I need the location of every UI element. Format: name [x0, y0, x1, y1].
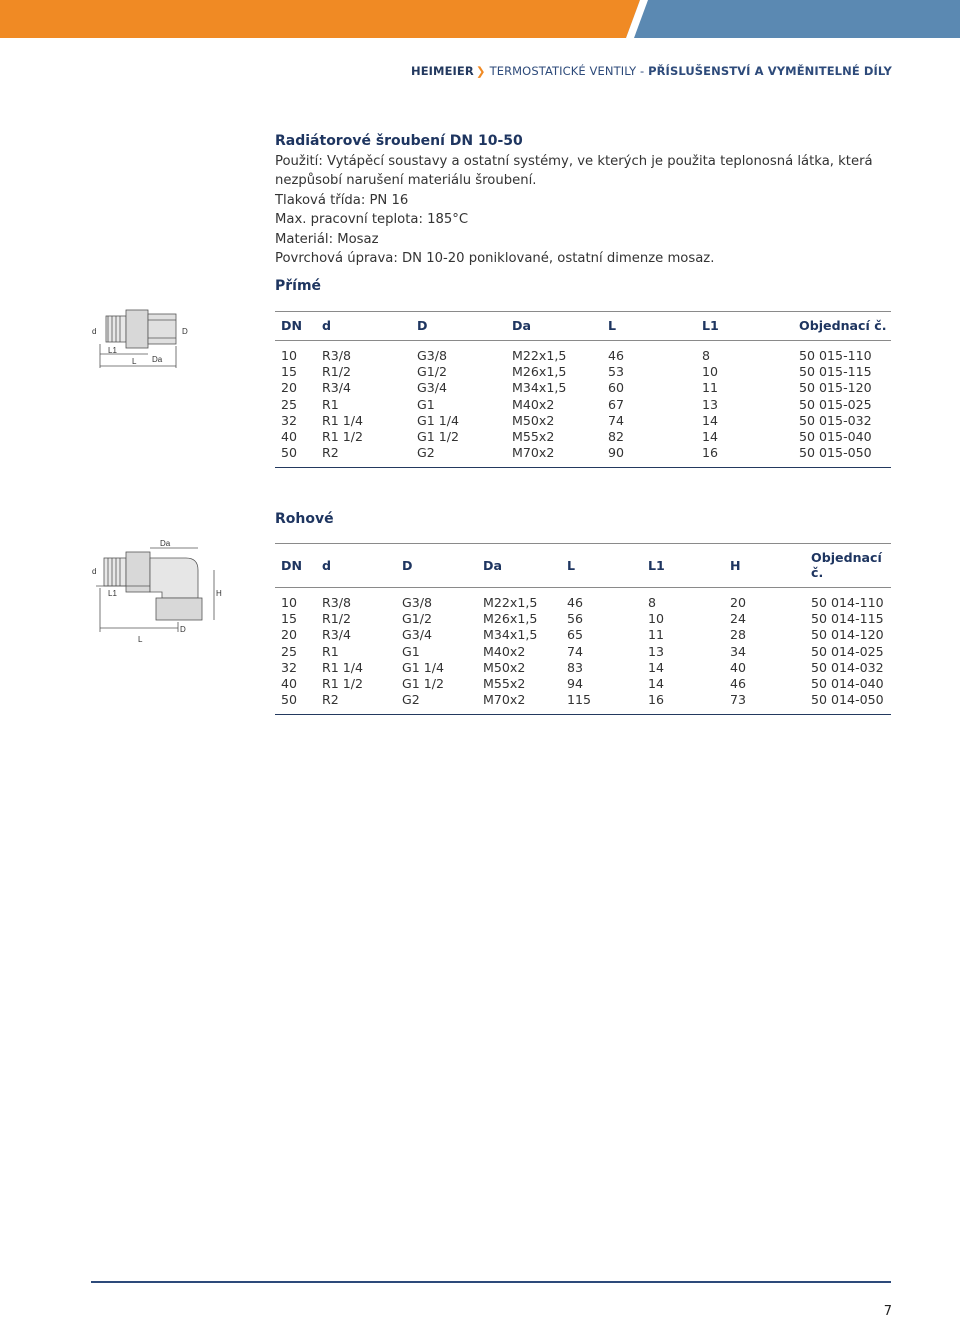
- header-D: D: [396, 544, 477, 588]
- table-cell: 50 014-050: [805, 692, 891, 715]
- table-cell: G1/2: [417, 364, 448, 380]
- table-cell: R1: [322, 643, 339, 659]
- table-cell: M40x2: [512, 396, 555, 412]
- table-row: [275, 660, 891, 676]
- header-l: L: [602, 312, 696, 341]
- table-cell: R1 1/2: [322, 676, 364, 692]
- diagram-label-D: D: [180, 625, 186, 634]
- table-header-row: [275, 312, 891, 341]
- table-cell: 74: [567, 643, 584, 659]
- straight-section-title: Přímé: [275, 278, 322, 294]
- header-da: Da: [506, 312, 602, 341]
- table-cell: 15: [281, 611, 298, 627]
- description-line: Max. pracovní teplota: 185°C: [275, 212, 469, 228]
- table-cell: 25: [281, 396, 298, 412]
- table-cell: G1 1/4: [417, 412, 460, 428]
- table-cell: G3/8: [417, 348, 448, 363]
- diagram-label-Da: Da: [152, 355, 163, 364]
- table-cell: 73: [724, 692, 805, 715]
- table-cell: 15: [281, 364, 298, 380]
- table-cell: 10: [648, 611, 665, 627]
- header-dn: DN: [275, 312, 316, 341]
- header-da: Da: [477, 544, 561, 588]
- table-row: [275, 676, 891, 692]
- table-cell: 50 014-025: [811, 643, 884, 659]
- table-cell: M26x1,5: [483, 611, 538, 627]
- table-cell: 20: [730, 595, 747, 610]
- table-cell: G2: [396, 692, 477, 715]
- table-row: [275, 429, 891, 445]
- table-cell: 56: [567, 611, 584, 627]
- table-cell: 90: [602, 445, 696, 468]
- table-cell: R2: [316, 692, 396, 715]
- table-cell: 20: [281, 380, 298, 396]
- table-cell: 34: [730, 643, 747, 659]
- table-cell: G1 1/4: [402, 659, 445, 675]
- chevron-icon: ❯: [475, 64, 486, 78]
- table-row: [275, 692, 891, 715]
- table-cell: M55x2: [512, 429, 555, 445]
- table-cell: 94: [567, 676, 584, 692]
- table-cell: R1 1/4: [322, 412, 364, 428]
- straight-table-body: [275, 341, 891, 468]
- table-cell: 46: [608, 348, 625, 363]
- page-header: [411, 64, 892, 78]
- header-order-no: Objednací č.: [793, 312, 891, 341]
- table-cell: 40: [281, 429, 298, 445]
- diagram-label-L: L: [138, 635, 143, 644]
- diagram-label-D: D: [182, 327, 188, 336]
- straight-fitting-diagram: [86, 304, 206, 374]
- table-cell: 10: [281, 348, 298, 363]
- header-D: D: [411, 312, 506, 341]
- table-cell: 82: [608, 429, 625, 445]
- table-cell: M50x2: [512, 412, 555, 428]
- table-cell: 16: [696, 445, 793, 468]
- table-cell: 40: [281, 676, 298, 692]
- table-cell: 50 014-110: [811, 595, 884, 610]
- header-l1: L1: [696, 312, 793, 341]
- table-cell: 83: [567, 659, 584, 675]
- table-cell: R3/4: [322, 627, 352, 643]
- table-cell: 10: [702, 364, 719, 380]
- table-cell: M70x2: [477, 692, 561, 715]
- table-cell: M40x2: [483, 643, 526, 659]
- header-l: L: [561, 544, 642, 588]
- table-cell: 50 015-110: [799, 348, 872, 363]
- table-row: [275, 611, 891, 627]
- table-cell: 50 015-040: [799, 429, 872, 445]
- table-cell: 13: [702, 396, 719, 412]
- straight-spec-table: [275, 311, 891, 468]
- angle-table-body: [275, 588, 891, 715]
- product-description: [275, 152, 875, 268]
- table-cell: 67: [608, 396, 625, 412]
- table-cell: G1/2: [402, 611, 433, 627]
- table-row: [275, 445, 891, 468]
- page-number: 7: [883, 1304, 892, 1319]
- table-cell: 50 014-040: [811, 676, 884, 692]
- table-cell: 14: [702, 429, 719, 445]
- table-cell: 14: [648, 676, 665, 692]
- table-cell: G1: [402, 643, 420, 659]
- table-cell: 50: [275, 445, 316, 468]
- table-row: [275, 380, 891, 396]
- description-line: Použití: Vytápěcí soustavy a ostatní systémy, ve kterých je použita teplonosná látka, která: [275, 154, 873, 169]
- table-cell: 14: [648, 659, 665, 675]
- diagram-label-d: d: [92, 327, 97, 336]
- table-cell: R1 1/4: [322, 659, 364, 675]
- top-color-bar: [0, 0, 960, 38]
- table-cell: M22x1,5: [483, 595, 538, 610]
- table-cell: M55x2: [483, 676, 526, 692]
- diagram-label-d: d: [92, 567, 97, 576]
- angle-section-title: Rohové: [275, 511, 334, 527]
- table-cell: M70x2: [506, 445, 602, 468]
- table-cell: 20: [281, 627, 298, 643]
- table-cell: R1/2: [322, 364, 352, 380]
- description-line: Materiál: Mosaz: [275, 231, 379, 247]
- diagram-label-Da: Da: [160, 539, 171, 548]
- table-cell: 24: [730, 611, 747, 627]
- table-cell: 50 015-120: [799, 380, 872, 396]
- table-cell: 74: [608, 412, 625, 428]
- table-cell: 46: [567, 595, 584, 610]
- header-d: d: [316, 312, 411, 341]
- table-cell: 14: [702, 412, 719, 428]
- table-header-row: [275, 544, 891, 588]
- table-cell: M22x1,5: [512, 348, 567, 363]
- table-cell: 50: [275, 692, 316, 715]
- table-cell: 115: [561, 692, 642, 715]
- product-title: Radiátorové šroubení DN 10-50: [275, 133, 523, 149]
- table-row: [275, 627, 891, 643]
- table-cell: 8: [702, 348, 711, 363]
- table-cell: 65: [567, 627, 584, 643]
- table-cell: M34x1,5: [483, 627, 538, 643]
- angle-spec-table: [275, 543, 891, 715]
- description-line: nezpůsobí narušení materiálu šroubení.: [275, 173, 537, 189]
- brand-name: HEIMEIER: [410, 64, 474, 78]
- table-row: [275, 644, 891, 660]
- table-cell: G2: [411, 445, 506, 468]
- header-subsection: PŘÍSLUŠENSTVÍ A VYMĚNITELNÉ DÍLY: [648, 64, 892, 78]
- table-cell: 28: [730, 627, 747, 643]
- table-cell: 46: [730, 676, 747, 692]
- table-cell: 11: [702, 380, 719, 396]
- header-dn: DN: [275, 544, 316, 588]
- table-cell: G1 1/2: [417, 429, 460, 445]
- angle-fitting-diagram: [86, 536, 226, 648]
- table-cell: M50x2: [483, 659, 526, 675]
- table-cell: R1 1/2: [322, 429, 364, 445]
- table-cell: M26x1,5: [512, 364, 567, 380]
- table-cell: G3/8: [402, 595, 433, 610]
- footer-divider: [91, 1281, 891, 1283]
- table-cell: 50 015-050: [793, 445, 891, 468]
- table-row: [275, 397, 891, 413]
- table-cell: 50 015-032: [799, 412, 872, 428]
- diagram-label-L1: L1: [108, 589, 117, 598]
- table-cell: 50 014-120: [811, 627, 884, 643]
- table-cell: R3/8: [322, 595, 352, 610]
- table-cell: 50 014-115: [811, 611, 884, 627]
- table-row: [275, 364, 891, 380]
- table-cell: M34x1,5: [512, 380, 567, 396]
- table-cell: R1/2: [322, 611, 352, 627]
- header-h: H: [724, 544, 805, 588]
- header-d: d: [316, 544, 396, 588]
- diagram-label-L: L: [132, 357, 137, 366]
- table-cell: 25: [281, 643, 298, 659]
- table-cell: 11: [648, 627, 665, 643]
- description-line: Povrchová úprava: DN 10-20 poniklované, ostatní dimenze mosaz.: [275, 251, 715, 267]
- table-cell: R2: [316, 445, 411, 468]
- header-l1: L1: [642, 544, 724, 588]
- header-section: TERMOSTATICKÉ VENTILY -: [489, 64, 649, 78]
- table-cell: R1: [322, 396, 339, 412]
- table-cell: 53: [608, 364, 625, 380]
- table-cell: 50 014-032: [811, 659, 884, 675]
- diagram-label-H: H: [216, 589, 222, 598]
- table-cell: 10: [281, 595, 298, 610]
- table-cell: 50 015-025: [799, 396, 872, 412]
- table-cell: G3/4: [402, 627, 433, 643]
- table-cell: 60: [608, 380, 625, 396]
- table-cell: 13: [648, 643, 665, 659]
- table-cell: 8: [648, 595, 657, 610]
- table-cell: G1 1/2: [402, 676, 445, 692]
- table-cell: 16: [642, 692, 724, 715]
- table-cell: 50 015-115: [799, 364, 872, 380]
- table-cell: 32: [281, 659, 298, 675]
- table-row: [275, 413, 891, 429]
- header-order-no: Objednací č.: [805, 544, 891, 588]
- table-row: [275, 341, 891, 365]
- table-cell: G1: [417, 396, 435, 412]
- table-cell: R3/8: [322, 348, 352, 363]
- diagram-label-L1: L1: [108, 346, 117, 355]
- table-row: [275, 588, 891, 612]
- table-cell: 32: [281, 412, 298, 428]
- description-line: Tlaková třída: PN 16: [275, 192, 409, 208]
- table-cell: R3/4: [322, 380, 352, 396]
- table-cell: 40: [730, 659, 747, 675]
- table-cell: G3/4: [417, 380, 448, 396]
